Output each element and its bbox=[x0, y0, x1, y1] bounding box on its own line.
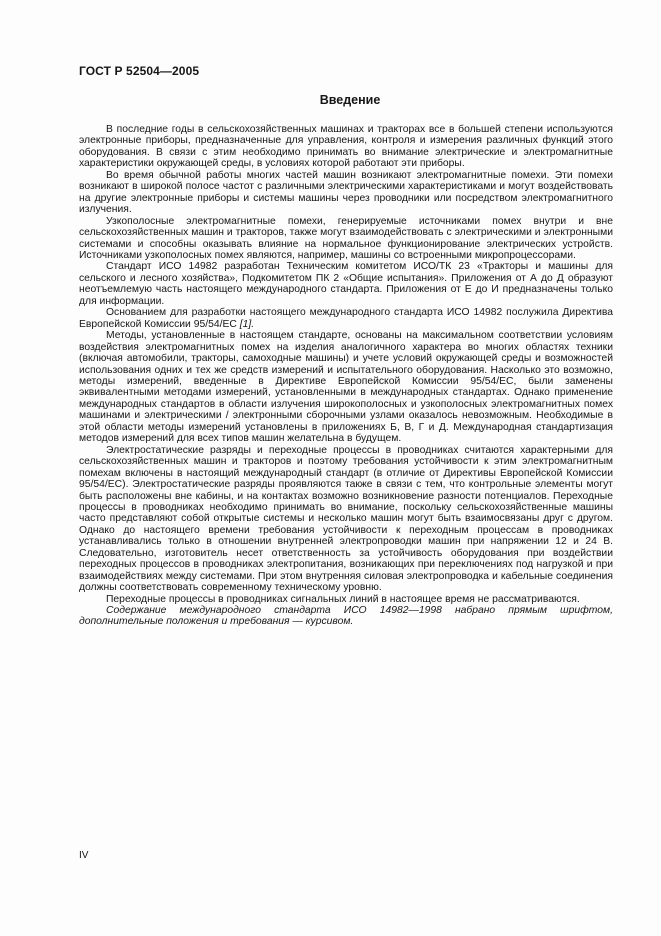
paragraph bbox=[79, 330, 613, 445]
bibliography-reference: [1]. bbox=[239, 318, 255, 330]
paragraph-text: Узкополосные электромагнитные помехи, генерируемые источниками помех внутри и вне сельскохозяйственных машин и тракторов, также могут взаимодействовать с электрическими и электронными системами и способны оказывать влияние на нормальное функционирование электрических устройств. Источниками узкополосных помех являются, например, машины со встроенными микропроцессорами. bbox=[79, 215, 613, 261]
body-text bbox=[79, 124, 613, 628]
paragraph-text: Переходные процессы в проводниках сигнальных линий в настоящее время не рассматриваются. bbox=[106, 593, 580, 605]
paragraph-text: Стандарт ИСО 14982 разработан Техническим комитетом ИСО/ТК 23 «Тракторы и машины для сельского и лесного хозяйства», Подкомитетом ПК 2 «Общие испытания». Приложения от А до Д образуют неотъемлемую часть настоящего международного стандарта. Приложения от Е до И предназначены только для информации. bbox=[79, 261, 613, 307]
paragraph-text: Методы, установленные в настоящем стандарте, основаны на максимальном соответствии условиям воздействия электромагнитных помех на изделия аналогичного характера во многих областях техники (включая автомобили, тракторы, самоходные машины) и учете условий окружающей среды и возможностей использования одних и тех же средств измерений и испытательного оборудования. Насколько это возможно, методы измерений, введенные в Директиве Европейской Комиссии 95/54/ЕС, были заменены эквивалентными методами измерений, установленными в международных стандартах. Однако применение международных стандартов в области излучения широкополосных и узкополосных электромагнитных помех машинами и электрическими / электронными сборочными узлами оказалось невозможным. Необходимые в этой области методы измерений установлены в приложениях Б, В, Г и Д. Международная стандартизация методов измерений для всех типов машин желательна в будущем. bbox=[79, 330, 613, 445]
paragraph-text: Во время обычной работы многих частей машин возникают электромагнитные помехи. Эти помехи возникают в широкой полосе частот с различными электрическими характеристиками и могут воздействовать на другие электронные приборы и системы машины через проводники или посредством электромагнитного излучения. bbox=[79, 169, 613, 216]
italic-note-paragraph bbox=[79, 605, 613, 628]
paragraph bbox=[79, 594, 613, 605]
document-header: ГОСТ Р 52504—2005 bbox=[79, 64, 200, 78]
page-number: IV bbox=[79, 850, 89, 861]
paragraph bbox=[79, 445, 613, 594]
paragraph-text: Электростатические разряды и переходные процессы в проводниках считаются характерными для сельскохозяйственных машин и тракторов и поэтому требования устойчивости к этим электромагнитным помехам включены в настоящий международный стандарт (в отличие от Директивы Европейской Комиссии 95/54/ЕС). Электростатические разряды проявляются также в связи с тем, что контрольные элементы могут быть расположены вне кабины, и на контактах возможно возникновение разности потенциалов. Переходные процессы в проводниках необходимо принимать во внимание, поскольку сельскохозяйственные машины часто представляют собой открытые системы и несколько машин могут быть взаимосвязаны друг с другом. Однако до настоящего времени требования устойчивости к переходным процессам в проводниках устанавливались только в отношении внутренней электропроводки машин при напряжении 12 и 24 В. Следовательно, изготовитель несет ответственность за устойчивость оборудования при воздействии переходных процессов в проводниках электропитания, возникающих при переключениях под нагрузкой и при взаимодействиях между системами. При этом внутренняя силовая электропроводка и кабельные соединения должны соответствовать современному техническому уровню. bbox=[79, 444, 613, 594]
paragraph bbox=[79, 216, 613, 262]
paragraph bbox=[79, 307, 613, 330]
paragraph-text: В последние годы в сельскохозяйственных машинах и тракторах все в большей степени используются электронные приборы, предназначенные для управления, контроля и измерения различных функций этого оборудования. В связи с этим необходимо принимать во внимание электрические и электромагнитные характеристики окружающей среды, в условиях которой работают эти приборы. bbox=[79, 124, 613, 170]
section-title: Введение bbox=[319, 93, 381, 107]
paragraph bbox=[79, 261, 613, 307]
paragraph bbox=[79, 170, 613, 216]
paragraph-text: Содержание международного стандарта ИСО 14982—1998 набрано прямым шрифтом, дополнительные положения и требования — курсивом. bbox=[79, 605, 613, 628]
paragraph bbox=[79, 124, 613, 170]
paragraph-text: Основанием для разработки настоящего международного стандарта ИСО 14982 послужила Директива Европейской Комиссии 95/54/ЕС bbox=[79, 307, 613, 330]
